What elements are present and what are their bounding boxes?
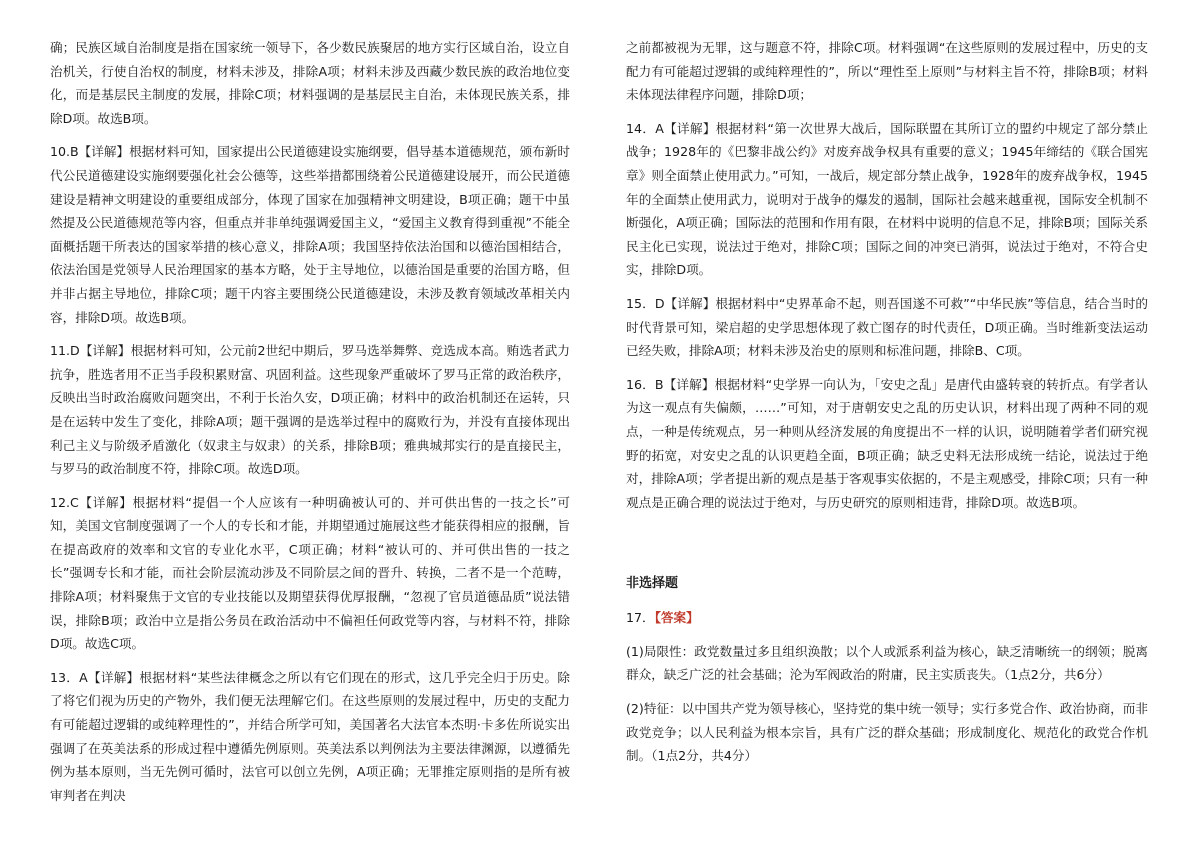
- paragraph-q13: 13．A【详解】根据材料“某些法律概念之所以有它们现在的形式，这几乎完全归于历史。除了将它们视为历史的产物外，我们便无法理解它们。在这些原则的发展过程中，历史的支配力有可能超过逻辑的或纯粹理性的”，并结合所学可知，美国著名大法官本杰明·卡多佐所说实出强调了在英美法系的形成过程中遵循先例原则。英美法系以判例法为主要法律渊源，以遵循先例为基本原则，当无先例可循时，法官可以创立先例，A项正确；无罪推定原则指的是所有被审判者在判决: [50, 669, 570, 803]
- paragraph-q15: 15．D【详解】根据材料中“史界革命不起，则吾国遂不可救”“中华民族”等信息，结合当时的时代背景可知，梁启超的史学思想体现了救亡图存的时代责任，D项正确。当时维新变法运动已经失败，排除A项；材料未涉及治史的原则和标准问题，排除B、C项。: [626, 295, 1148, 359]
- q17-answer-heading: [626, 606, 1148, 630]
- paragraph-q10: 10.B【详解】根据材料可知，国家提出公民道德建设实施纲要，倡导基本道德规范，颁布新时代公民道德建设实施纲要强化社会公德等，这些举措都围绕着公民道德建设展开，而公民道德建设是精神文明建设的重要组成部分，体现了国家在加强精神文明建设，B项正确；题干中虽然提及公民道德规范等内容，但重点并非单纯强调爱国主义，“爱国主义教育得到重视”不能全面概括题干所表达的国家举措的核心意义，排除A项；我国坚持依法治国和以德治国相结合，依法治国是党领导人民治理国家的基本方略，处于主导地位，以德治国是重要的治国方略，但并非占据主导地位，排除C项；题干内容主要围绕公民道德建设，未涉及教育领域改革相关内容，排除D项。故选B项。: [50, 144, 570, 325]
- left-column: [50, 36, 570, 807]
- q17-item-2: (2)特征：以中国共产党为领导核心，坚持党的集中统一领导；实行多党合作、政治协商，而非政党竞争；以人民利益为根本宗旨，具有广泛的群众基础；形成制度化、规范化的政党合作机制。（1点2分，共4分）: [626, 701, 1148, 764]
- right-column: [626, 36, 1148, 768]
- q17-number: 17．: [626, 610, 655, 626]
- answer-label: 【答案】: [654, 610, 699, 626]
- paragraph-q11: 11.D【详解】根据材料可知，公元前2世纪中期后，罗马选举舞弊、竞选成本高。贿选者武力抗争，胜选者用不正当手段积累财富、巩固利益。这些现象严重破坏了罗马正常的政治秩序，反映出当时政治腐败问题突出，不利于长治久安，D项正确；材料中的政治机制还在运转，只是在运转中发生了变化，排除A项；题干强调的是选举过程中的腐败行为，并没有直接体现出利己主义与阶级矛盾激化（奴隶主与奴隶）的关系，排除B项；雅典城邦实行的是直接民主，与罗马的政治制度不符，排除C项。故选D项。: [50, 343, 570, 477]
- paragraph-q16: 16．B【详解】根据材料“史学界一向认为，「安史之乱」是唐代由盛转衰的转折点。有学者认为这一观点有失偏颇，……”可知，对于唐朝安史之乱的历史认识，材料出现了两种不同的观点，一种是传统观点，另一种则从经济发展的角度提出不一样的认识，说明随着学者们研究视野的拓宽，对安史之乱的认识更趋全面，B项正确；缺乏史料无法形成统一结论，说法过于绝对，排除A项；学者提出新的观点是基于客观事实依据的，不是主观感受，排除C项；只有一种观点是正确合理的说法过于绝对，与历史研究的原则相违背，排除D项。故选B项。: [626, 376, 1148, 510]
- paragraph-q12: 12.C【详解】根据材料“提倡一个人应该有一种明确被认可的、并可供出售的一技之长”可知，美国文官制度强调了一个人的专长和才能，并期望通过施展这些才能获得相应的报酬，旨在提高政府的效率和文官的专业化水平，C项正确；材料“被认可的、并可供出售的一技之长”强调专长和才能，而社会阶层流动涉及不同阶层之间的晋升、转换，二者不是一个范畴，排除A项；材料聚焦于文官的专业技能以及期望获得优厚报酬，“忽视了官员道德品质”说法错误，排除B项；政治中立是指公务员在政治活动中不偏袒任何政党等内容，与材料不符，排除D项。故选C项。: [50, 494, 570, 652]
- q17-item-1: (1)局限性：政党数量过多且组织涣散；以个人或派系利益为核心，缺乏清晰统一的纲领；脱离群众，缺乏广泛的社会基础；沦为军阀政治的附庸，民主实质丧失。（1点2分，共6分）: [626, 643, 1148, 683]
- paragraph-q9-continued: 确；民族区域自治制度是指在国家统一领导下，各少数民族聚居的地方实行区域自治，设立自治机关，行使自治权的制度，材料未涉及，排除A项；材料未涉及西藏少数民族的政治地位变化，而是基层民主制度的发展，排除C项；材料强调的是基层民主自治，未体现民族关系，排除D项。故选B项。: [50, 40, 570, 126]
- section-title-non-choice: 非选择题: [626, 576, 679, 592]
- paragraph-q14: 14．A【详解】根据材料“第一次世界大战后，国际联盟在其所订立的盟约中规定了部分禁止战争；1928年的《巴黎非战公约》对废弃战争权具有重要的意义；1945年缔结的《联合国宪章》则全面禁止使用武力。”可知，一战后，规定部分禁止战争，1928年的废弃战争权，1945年的全面禁止使用武力，说明对于战争的爆发的遏制，国际社会越来越重视，国际安全机制不断强化，A项正确；国际法的范围和作用有限，在材料中说明的信息不足，排除B项；国际关系民主化已实现，说法过于绝对，排除C项；国际之间的冲突已消弭，说法过于绝对，不符合史实，排除D项。: [626, 120, 1148, 278]
- paragraph-q13-continued: 之前都被视为无罪，这与题意不符，排除C项。材料强调“在这些原则的发展过程中，历史的支配力有可能超过逻辑的或纯粹理性的”，所以“理性至上原则”与材料主旨不符，排除B项；材料未体现法律程序问题，排除D项；: [626, 40, 1148, 103]
